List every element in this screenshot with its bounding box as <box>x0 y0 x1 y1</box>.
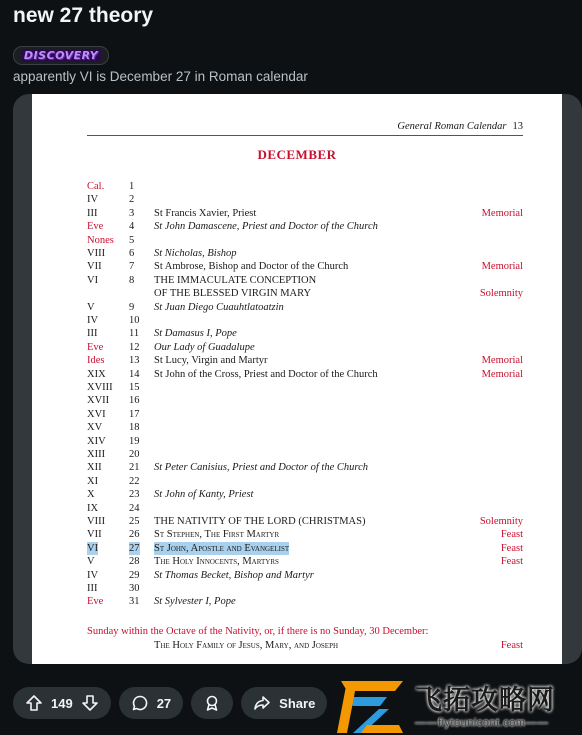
feast-rank: Feast <box>500 529 523 541</box>
page-number: 13 <box>512 121 523 132</box>
share-label: Share <box>279 695 316 711</box>
day-number: 14 <box>129 368 140 380</box>
roman-date: IV <box>87 194 99 206</box>
roman-date: VI <box>87 542 99 554</box>
feast-name: St Stephen, The First Martyr <box>154 529 280 541</box>
feast-name: St John of Kanty, Priest <box>154 489 254 501</box>
flair-label: DISCOVERY <box>21 49 101 62</box>
feast-name: St Ambrose, Bishop and Doctor of the Church <box>154 261 349 273</box>
roman-date: III <box>87 207 98 219</box>
day-number: 10 <box>129 315 140 326</box>
calendar-row <box>32 368 562 381</box>
day-number: 13 <box>129 355 140 367</box>
post-body-text: apparently VI is December 27 in Roman calendar <box>13 69 308 84</box>
roman-date: V <box>87 301 95 313</box>
month-heading: DECEMBER <box>257 147 337 162</box>
feast-rank: Memorial <box>481 355 523 367</box>
calendar-row <box>32 260 562 273</box>
calendar-row <box>32 354 562 367</box>
feast-name: St John Damascene, Priest and Doctor of the Church <box>154 221 378 233</box>
calendar-row <box>32 247 562 260</box>
roman-date: XIII <box>87 449 106 460</box>
holy-family-row <box>32 640 562 654</box>
feast-name: St Lucy, Virgin and Martyr <box>154 355 268 367</box>
day-number: 25 <box>129 516 140 527</box>
upvote-icon[interactable] <box>25 694 43 712</box>
feast-name: THE NATIVITY OF THE LORD (CHRISTMAS) <box>154 516 366 527</box>
feast-rank: Feast <box>500 542 523 554</box>
calendar-row <box>32 595 562 608</box>
watermark-text: 飞拓攻略网 <box>415 685 555 715</box>
calendar-row <box>32 341 562 354</box>
day-number: 12 <box>129 341 140 353</box>
roman-date: Eve <box>87 341 104 353</box>
feast-rank: Memorial <box>481 261 523 273</box>
feast-rank: Feast <box>500 556 523 568</box>
feast-name: St Nicholas, Bishop <box>154 248 237 259</box>
feast-rank: Memorial <box>481 207 523 219</box>
day-number: 6 <box>129 248 135 259</box>
day-number: 8 <box>129 274 135 286</box>
calendar-row <box>32 327 562 340</box>
day-number: 22 <box>129 475 140 487</box>
post-actions <box>13 687 327 719</box>
roman-date: VIII <box>87 516 106 527</box>
calendar-row <box>32 193 562 206</box>
feast-name: St Francis Xavier, Priest <box>154 207 257 219</box>
post-flair[interactable] <box>13 46 109 65</box>
calendar-row <box>32 287 562 300</box>
feast-rank: Solemnity <box>479 516 523 527</box>
feast-name: OF THE BLESSED VIRGIN MARY <box>154 288 312 300</box>
calendar-row <box>32 555 562 568</box>
roman-date: X <box>87 489 95 501</box>
day-number: 28 <box>129 556 140 568</box>
day-number: 1 <box>129 181 135 192</box>
calendar-row <box>32 515 562 528</box>
roman-date: V <box>87 556 95 568</box>
watermark-url: ——fiytounicont.com—— <box>415 717 549 729</box>
post-title[interactable]: new 27 theory <box>13 4 154 27</box>
roman-date: XV <box>87 422 103 434</box>
day-number: 11 <box>129 328 140 340</box>
day-number: 20 <box>129 449 140 460</box>
calendar-row <box>32 569 562 582</box>
day-number: 2 <box>129 194 135 206</box>
watermark-logo <box>333 675 411 735</box>
award-icon <box>203 694 221 712</box>
calendar-row <box>32 435 562 448</box>
award-button[interactable] <box>191 687 233 719</box>
roman-date: IV <box>87 569 99 581</box>
roman-date: III <box>87 583 98 594</box>
comment-icon <box>131 694 149 712</box>
roman-date: IV <box>87 315 99 326</box>
calendar-row <box>32 542 562 555</box>
calendar-row <box>32 207 562 220</box>
roman-date: VII <box>87 529 102 541</box>
holy-family-rank: Feast <box>500 640 523 651</box>
day-number: 31 <box>129 596 140 608</box>
roman-date: XIX <box>87 368 106 380</box>
day-number: 17 <box>129 408 140 420</box>
day-number: 7 <box>129 261 135 273</box>
comment-count: 27 <box>156 695 172 711</box>
page-header-title: General Roman Calendar <box>397 121 507 132</box>
roman-date: VIII <box>87 248 106 259</box>
day-number: 24 <box>129 502 140 514</box>
calendar-row <box>32 274 562 287</box>
day-number: 4 <box>129 221 135 233</box>
calendar-row <box>32 180 562 193</box>
vote-bar <box>13 687 111 719</box>
day-number: 21 <box>129 462 140 474</box>
calendar-row <box>32 220 562 233</box>
feast-name: St Thomas Becket, Bishop and Martyr <box>154 569 314 581</box>
roman-date: XVII <box>87 395 110 407</box>
calendar-row <box>32 582 562 595</box>
roman-date: XI <box>87 475 99 487</box>
comments-button[interactable] <box>119 687 183 719</box>
day-number: 5 <box>129 234 135 246</box>
page-header <box>87 121 523 136</box>
roman-date: Cal. <box>87 181 105 192</box>
day-number: 29 <box>129 569 140 581</box>
feast-rank: Solemnity <box>479 288 523 300</box>
feast-name: St John, Apostle and Evangelist <box>154 542 290 554</box>
vote-count: 149 <box>51 695 73 711</box>
feast-name: Our Lady of Guadalupe <box>154 341 255 353</box>
roman-date: VI <box>87 274 99 286</box>
feast-rank: Memorial <box>481 368 523 380</box>
calendar-page <box>32 94 562 664</box>
downvote-icon[interactable] <box>81 694 99 712</box>
roman-date: III <box>87 328 98 340</box>
day-number: 30 <box>129 583 140 594</box>
feast-name: St Peter Canisius, Priest and Doctor of the Church <box>154 462 368 474</box>
calendar-row <box>32 234 562 247</box>
roman-date: Eve <box>87 596 104 608</box>
day-number: 15 <box>129 382 140 393</box>
watermark <box>333 675 582 735</box>
calendar-row <box>32 502 562 515</box>
feast-name: St Juan Diego Cuauhtlatoatzin <box>154 301 284 313</box>
calendar-row <box>32 314 562 327</box>
feast-name: THE IMMACULATE CONCEPTION <box>154 274 317 286</box>
feast-name: St John of the Cross, Priest and Doctor of the Church <box>154 368 378 380</box>
day-number: 9 <box>129 301 135 313</box>
calendar-row <box>32 528 562 541</box>
calendar-row <box>32 421 562 434</box>
feast-name: The Holy Innocents, Martyrs <box>154 556 279 568</box>
calendar-row <box>32 381 562 394</box>
roman-date: XVIII <box>87 382 113 393</box>
day-number: 27 <box>129 542 140 554</box>
share-button[interactable] <box>241 687 327 719</box>
day-number: 26 <box>129 529 140 541</box>
post-image[interactable] <box>13 94 582 664</box>
roman-date: XVI <box>87 408 106 420</box>
calendar-row <box>32 394 562 407</box>
calendar-row <box>32 488 562 501</box>
roman-date: XIV <box>87 435 106 447</box>
roman-date: VII <box>87 261 102 273</box>
roman-date: IX <box>87 502 99 514</box>
feast-name: St Damasus I, Pope <box>154 328 237 340</box>
day-number: 16 <box>129 395 140 407</box>
day-number: 18 <box>129 422 140 434</box>
share-icon <box>253 694 271 712</box>
calendar-row <box>32 408 562 421</box>
octave-note: Sunday within the Octave of the Nativity, or, if there is no Sunday, 30 December: <box>87 626 429 637</box>
calendar-row <box>32 301 562 314</box>
day-number: 3 <box>129 207 135 219</box>
holy-family-name: The Holy Family of Jesus, Mary, and Joseph <box>154 640 339 651</box>
day-number: 19 <box>129 435 140 447</box>
feast-name: St Sylvester I, Pope <box>154 596 236 608</box>
roman-date: Ides <box>87 355 105 367</box>
calendar-row <box>32 461 562 474</box>
roman-date: Nones <box>87 234 114 246</box>
roman-date: Eve <box>87 221 104 233</box>
day-number: 23 <box>129 489 140 501</box>
roman-date: XII <box>87 462 102 474</box>
calendar-row <box>32 448 562 461</box>
calendar-row <box>32 475 562 488</box>
